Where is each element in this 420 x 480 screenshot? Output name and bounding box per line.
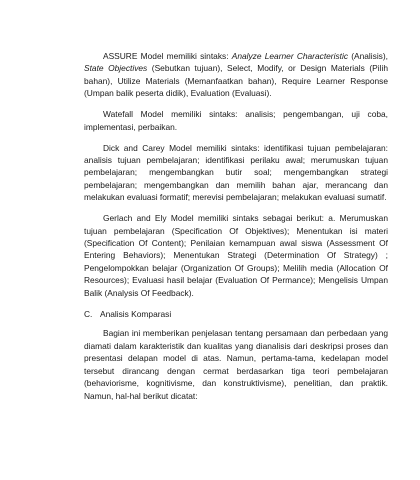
assure-paragraph [84, 50, 388, 100]
gerlach-ely-paragraph: Gerlach and Ely Model memiliki sintaks sebagai berikut: a. Merumuskan tujuan pembelajaran (Specification Of Objektives); Menentukan isi materi (Specification Of Content); Penilaian kemampuan awal siswa (Assessment Of Entering Behaviors); Menentukan Strategi (Determination Of Strategy) ; Pengelompokkan belajar (Organization Of Groups); Melilih media (Allocation Of Resources); Evaluasi hasil belajar (Evaluation Of Permance); Mengelisis Umpan Balik (Analysis Of Feedback). [84, 213, 388, 298]
assure-lead-text: ASSURE Model memiliki sintaks: [103, 51, 232, 61]
section-title: Analisis Komparasi [100, 308, 172, 319]
assure-analyze-term: Analyze Learner Characteristic [231, 51, 349, 61]
bagian-paragraph: Bagian ini memberikan penjelasan tentang persamaan dan perbedaan yang diamati dalam karakteristik dan kualitas yang dianalisis dari deskripsi proses dan presentasi delapan model di atas. Namun, pertama-tama, kedelapan model tersebut dirancang dengan cermat berdasarkan tiga teori pembelajaran (behaviorisme, kognitivisme, dan konstruktivisme), penelitian, dan praktik. Namun, hal-hal berikut dicatat: [84, 328, 388, 401]
waterfall-paragraph: Watefall Model memiliki sintaks: analisis; pengembangan, uji coba, implementasi, perbaikan. [84, 109, 388, 132]
assure-state-term: State Objectives [84, 63, 148, 74]
dick-carey-paragraph: Dick and Carey Model memiliki sintaks: identifikasi tujuan pembelajaran: analisis tujuan pembelajaran; identifikasi perilaku awal; merumuskan tujuan pembelajaran; mengembangkan butir soal; mengembangkan strategi pembelajaran; mengembangkan dan memilih bahan ajar, merancang dan melakukan evaluasi formatif; merevisi pembelajaran; melakukan evaluasi sumatif. [84, 142, 388, 203]
section-heading [84, 308, 388, 320]
page-body [84, 50, 388, 411]
section-number: C. [84, 308, 93, 319]
assure-rest-text: (Sebutkan tujuan), Select, Modify, or Design Materials (Pilih bahan), Utilize Materials (Memanfaatkan bahan), Require Learner Response (Umpan balik peserta didik), Evaluation (Evaluasi). [84, 63, 389, 99]
assure-text-part: (Analisis), [348, 51, 388, 61]
